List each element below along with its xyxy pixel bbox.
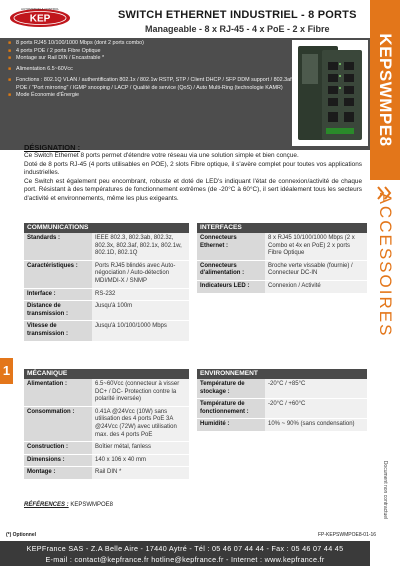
footer-contacts: E-mail : contact@kepfrance.fr hotline@kepfrance.fr - Internet : www.kepfrance.fr	[45, 555, 325, 564]
description-text	[24, 152, 362, 204]
references	[24, 502, 113, 508]
panel-title: ENVIRONNEMENT	[197, 369, 367, 379]
references-label: RÉFÉRENCES :	[24, 502, 69, 508]
mecanique-panel	[24, 369, 189, 480]
page-subtitle: Manageable - 8 x RJ-45 - 4 x PoE - 2 x Fibre	[145, 24, 330, 34]
table-row: Connecteurs d'alimentation : Broche verte vissable (fournie) / Connecteur DC-IN	[197, 260, 367, 280]
feature-item: ■ Alimentation 6.5~60Vcc	[6, 66, 296, 74]
spec-table	[24, 379, 189, 480]
table-row: Température de stockage : -20°C / +85°C	[197, 379, 367, 399]
table-row: Alimentation : 6.5~60Vcc (connecteur à visser DC+ / DC- Protection contre la polarité inversée)	[24, 379, 189, 406]
description-paragraph: Ce Switch est également peu encombrant, robuste et doté de LED's indiquant l'état de connexion/activité de chaque port. Résistant à des températures de fonctionnement extrêmes (de -20°C à 60°C), il sert idéalement tous les secteurs d'activité et environnements, même les plus exigeants.	[24, 177, 362, 202]
footnote: (*) Optionnel	[6, 532, 36, 538]
logo-tagline: AUTOMATION & CONTROL	[20, 7, 60, 11]
product-code: KEPSWMPE8	[376, 33, 395, 147]
table-row: Vitesse de transmission : Jusqu'à 10/100/1000 Mbps	[24, 321, 189, 341]
table-row: Indicateurs LED : Connexion / Activité	[197, 280, 367, 293]
table-row: Distance de transmission : Jusqu'à 100m	[24, 301, 189, 321]
feature-item: ■ Montage sur Rail DIN / Encastrable *	[6, 55, 296, 63]
kep-logo	[8, 6, 72, 28]
page-title: SWITCH ETHERNET INDUSTRIEL - 8 PORTS	[118, 9, 357, 21]
communications-panel	[24, 223, 189, 342]
spec-table	[197, 379, 367, 432]
interfaces-panel	[197, 223, 367, 294]
table-row: Interface : RS-232	[24, 288, 189, 301]
table-row: Humidité : 10% ~ 90% (sans condensation)	[197, 419, 367, 432]
description-title: DÉSIGNATION :	[24, 143, 81, 152]
footer-address: KEPFrance SAS - Z.A Belle Aire - 17440 Aytré - Tél : 05 46 07 44 44 - Fax : 05 46 07 44 45	[26, 544, 344, 553]
table-row: Construction : Boîtier métal, fanless	[24, 442, 189, 455]
spec-table	[24, 233, 189, 342]
table-row: Caractéristiques : Ports RJ45 blindés avec Auto-négociation / Auto-détection MDI/MDI-X / SNMP	[24, 260, 189, 288]
section-tab: 1	[0, 358, 13, 384]
description-paragraph: Ce Switch Ethernet 8 ports permet d'étendre votre réseau via une solution simple et bien conçue.	[24, 152, 299, 159]
product-image	[292, 40, 368, 146]
description-paragraph: Doté de 8 ports RJ-45 (4 ports utilisables en POE), 2 slots Fibre optique, il s'avère complet pour toutes vos applications industrielles.	[24, 160, 362, 177]
references-value: KEPSWMPOE8	[70, 502, 114, 508]
section-label: ACCESSOIRES	[376, 192, 395, 338]
feature-item: ■ 8 ports RJ45 10/100/1000 Mbps (dont 2 ports combo)	[6, 40, 296, 48]
spec-table	[197, 233, 367, 294]
table-row: Consommation : 0.41A @24Vcc (10W) sans utilisation des 4 ports PoE 3A @24Vcc (72W) avec utilisation max. des 4 ports PoE	[24, 406, 189, 441]
table-row: Dimensions : 140 x 106 x 40 mm	[24, 454, 189, 467]
panel-title: INTERFACES	[197, 223, 367, 233]
document-reference: FP-KEPSWMPOE8-01-16	[318, 532, 377, 538]
table-row: Montage : Rail DIN *	[24, 467, 189, 480]
disclaimer: Document non contractuel	[382, 460, 388, 520]
table-row: Connecteurs Ethernet : 8 x RJ45 10/100/1000 Mbps (2 x Combo et 4x en PoE) 2 x ports Fibre Optique	[197, 233, 367, 260]
environnement-panel	[197, 369, 367, 432]
logo-text: KEP	[29, 13, 51, 25]
panel-title: COMMUNICATIONS	[24, 223, 189, 233]
panel-title: MÉCANIQUE	[24, 369, 189, 379]
feature-item: ■ Fonctions : 802.1Q VLAN / authentification 802.1x / 802.1w RSTP, STP / Client DHCP / SFP DDM support / 802.3af POE / "Port mirroring" / IGMP snooping / LACP / Qualité de service (QoS) / Auto Multi-Ring (technologie KAMR)	[6, 77, 296, 92]
table-row: Température de fonctionnement : -20°C / +60°C	[197, 399, 367, 419]
feature-list	[6, 40, 296, 100]
table-row: Standards : IEEE 802.3, 802.3ab, 802.3z, 802.3x, 802.3af, 802.1x, 802.1w, 802.1D, 802.1Q	[24, 233, 189, 260]
feature-item: ■ Mode Économie d'Énergie	[6, 92, 296, 100]
feature-item: ■ 4 ports POE / 2 ports Fibre Optique	[6, 48, 296, 56]
